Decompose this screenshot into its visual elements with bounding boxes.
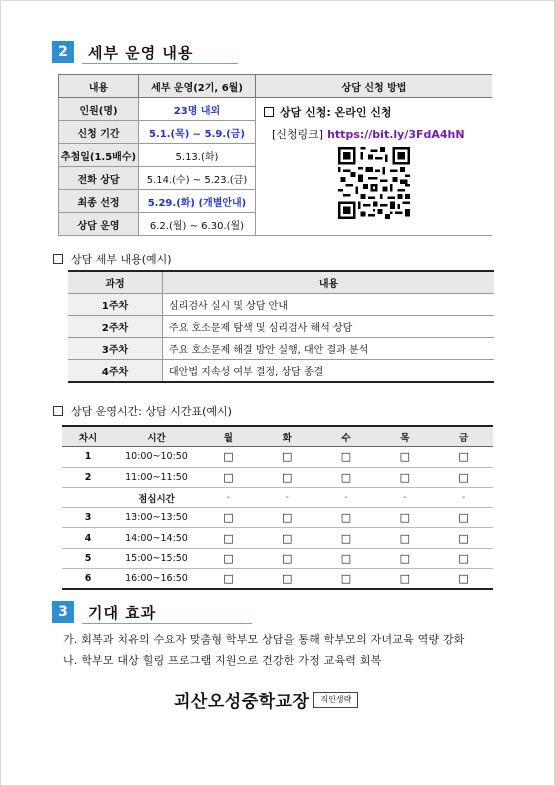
col-header-content: 내용 [163,271,495,294]
slot-checkbox[interactable]: □ [258,569,317,590]
slot-checkbox[interactable]: □ [434,548,493,568]
slot-checkbox[interactable]: □ [375,447,434,467]
table-row [68,294,494,316]
row-value: 23명 내외 [139,98,256,121]
schedule-table [62,425,493,590]
session-cell: 3 [62,508,114,528]
content-cell: 주요 호소문제 해결 방안 실행, 대안 결과 분석 [163,338,495,360]
slot-checkbox[interactable]: □ [258,447,317,467]
apply-title: 상담 신청: 온라인 신청 [264,104,492,120]
row-value: 5.29.(화) (개별안내) [139,190,256,213]
section-3-header [52,601,156,623]
unavailable-cell: - [258,487,317,507]
content-cell: 심리검사 실시 및 상담 안내 [163,294,495,316]
content-cell: 대안법 지속성 여부 결정, 상담 종결 [163,360,495,383]
session-cell [62,487,114,507]
col-header-session: 차시 [62,426,114,447]
row-value: 5.13.(화) [139,144,256,167]
col-header-course: 과정 [68,271,163,294]
week-cell: 4주차 [68,360,163,383]
table-row [68,316,494,338]
slot-checkbox[interactable]: □ [317,548,376,568]
row-label: 전화 상담 [59,167,139,190]
section-underline [82,63,238,64]
apply-link[interactable]: https://bit.ly/3FdA4hN [327,128,465,141]
slot-checkbox[interactable]: □ [375,467,434,487]
stamp-omitted: 직인생략 [313,692,358,708]
table-row [62,528,493,548]
slot-checkbox[interactable]: □ [258,467,317,487]
unavailable-cell: - [375,487,434,507]
slot-checkbox[interactable]: □ [199,569,258,590]
lunch-label: 점심시간 [114,487,199,507]
slot-checkbox[interactable]: □ [317,447,376,467]
col-header-fri: 금 [434,426,493,447]
week-cell: 2주차 [68,316,163,338]
slot-checkbox[interactable]: □ [258,528,317,548]
unavailable-cell: - [199,487,258,507]
session-cell: 2 [62,467,114,487]
slot-checkbox[interactable]: □ [317,528,376,548]
table-row [62,508,493,528]
schedule-body [62,447,493,590]
detail-heading-text: 상담 세부 내용(예시) [71,253,172,266]
col-header-thu: 목 [375,426,434,447]
unavailable-cell: - [317,487,376,507]
col-header-wed: 수 [317,426,376,447]
time-cell: 14:00~14:50 [114,528,199,548]
slot-checkbox[interactable]: □ [434,528,493,548]
col-header-mon: 월 [199,426,258,447]
session-cell: 5 [62,548,114,568]
time-cell: 10:00~10:50 [114,447,199,467]
section-title: 세부 운영 내용 [88,43,194,62]
session-cell: 4 [62,528,114,548]
col-header-time: 시간 [114,426,199,447]
slot-checkbox[interactable]: □ [199,508,258,528]
schedule-heading-text: 상담 운영시간: 상담 시간표(예시) [71,405,232,418]
slot-checkbox[interactable]: □ [317,508,376,528]
row-label: 인원(명) [59,98,139,121]
square-bullet-icon [264,107,274,117]
time-cell: 15:00~15:50 [114,548,199,568]
apply-link-line [264,126,492,142]
row-label: 추첨일(1.5배수) [59,144,139,167]
section-underline [82,623,252,624]
row-value: 5.1.(목) ~ 5.9.(금) [139,121,256,144]
col-header-tue: 화 [258,426,317,447]
week-cell: 3주차 [68,338,163,360]
row-label: 신청 기간 [59,121,139,144]
signature [174,687,358,712]
section-2-header [52,41,193,63]
schedule-heading [53,403,232,419]
slot-checkbox[interactable]: □ [199,467,258,487]
row-label: 최종 선정 [59,190,139,213]
link-label: [신청링크] [272,128,324,141]
table-row [62,447,493,467]
row-value: 5.14.(수) ~ 5.23.(금) [139,167,256,190]
time-cell: 16:00~16:50 [114,569,199,590]
qr-code-icon[interactable] [338,147,410,219]
session-cell: 1 [62,447,114,467]
time-cell: 11:00~11:50 [114,467,199,487]
table-row [62,467,493,487]
expect-item: 나. 학부모 대상 힐링 프로그램 지원으로 건강한 가정 교육력 회복 [63,654,382,667]
slot-checkbox[interactable]: □ [258,508,317,528]
time-cell: 13:00~13:50 [114,508,199,528]
slot-checkbox[interactable]: □ [375,548,434,568]
slot-checkbox[interactable]: □ [375,569,434,590]
slot-checkbox[interactable]: □ [317,467,376,487]
lunch-row [62,487,493,507]
checkbox-bullet-icon [53,406,63,416]
expect-item: 가. 회복과 치유의 수요자 맞춤형 학부모 상담을 통해 학부모의 자녀교육 역량 강화 [63,633,465,646]
slot-checkbox[interactable]: □ [434,467,493,487]
row-value: 6.2.(월) ~ 6.30.(월) [139,213,256,236]
slot-checkbox[interactable]: □ [258,548,317,568]
table-row [68,338,494,360]
section-number: 3 [52,601,74,623]
content-cell: 주요 호소문제 탐색 및 심리검사 해석 상담 [163,316,495,338]
col-header-apply: 상담 신청 방법 [256,75,493,98]
detail-heading [53,251,172,267]
slot-checkbox[interactable]: □ [434,569,493,590]
table-row [62,569,493,590]
slot-checkbox[interactable]: □ [434,508,493,528]
table-row [62,548,493,568]
unavailable-cell: - [434,487,493,507]
checkbox-bullet-icon [53,254,63,264]
week-cell: 1주차 [68,294,163,316]
slot-checkbox[interactable]: □ [199,447,258,467]
section-number: 2 [52,41,74,63]
section-title: 기대 효과 [88,603,157,622]
school-principal: 괴산오성중학교장 [174,692,310,712]
slot-checkbox[interactable]: □ [199,528,258,548]
session-cell: 6 [62,569,114,590]
slot-checkbox[interactable]: □ [375,508,434,528]
col-header-detail: 세부 운영(2기, 6월) [139,75,256,98]
slot-checkbox[interactable]: □ [375,528,434,548]
slot-checkbox[interactable]: □ [199,548,258,568]
col-header-content: 내용 [59,75,139,98]
slot-checkbox[interactable]: □ [434,447,493,467]
table-row [68,360,494,383]
detail-table [68,270,494,383]
slot-checkbox[interactable]: □ [317,569,376,590]
operation-table [58,74,492,236]
apply-method-cell [256,98,493,236]
row-label: 상담 운영 [59,213,139,236]
